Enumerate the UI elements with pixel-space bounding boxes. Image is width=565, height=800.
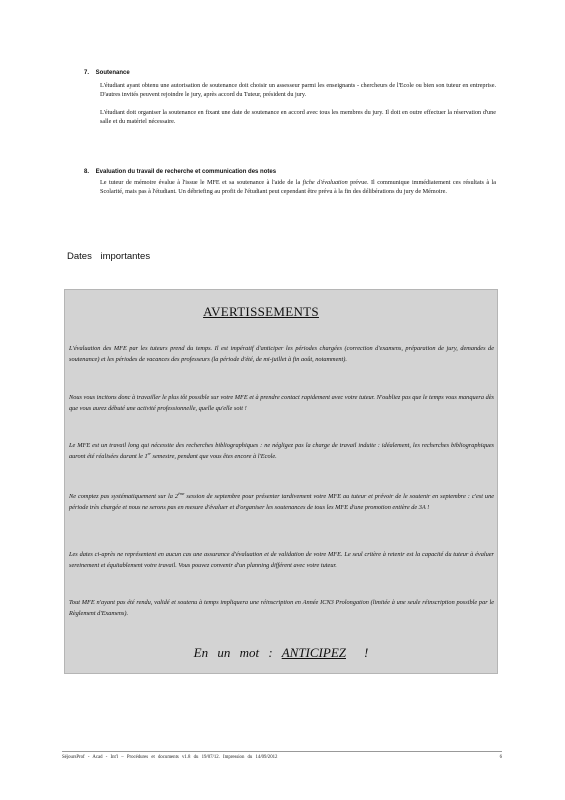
- section-evaluation: [84, 168, 496, 196]
- warning-title: [65, 304, 497, 320]
- text-run: session de septembre pour présenter tardivement votre MFE au tuteur et prévoir de le soutenir en septembre : c'est une période très chargée et nous ne serons pas en mesure d'évaluer et d'organiser les soutenances de tous les MFE d'une promotion entière de 3A !: [69, 493, 495, 511]
- warning-paragraph: Tout MFE n'ayant pas été rendu, validé et soutenu à temps impliquera une réinscription en Année ICN3 Prolongation (limitée à une seule réinscription possible par le Règlement d'Examens).: [69, 599, 494, 617]
- section-heading: [84, 168, 496, 177]
- warning-box: [64, 289, 498, 674]
- text-run: semestre, pendant que vous êtes encore à l'Ecole.: [150, 453, 277, 460]
- warning-paragraph: [69, 440, 494, 462]
- warning-paragraph: L'évaluation des MFE par les tuteurs prend du temps. Il est impératif d'anticiper les périodes chargées (correction d'examens, préparation de jury, demandes de soutenance) et les périodes de vacances des professeurs (la période d'été, de mi-juillet à fin août, notamment).: [69, 345, 494, 363]
- text-run: prévue. Il communique immédiatement ces résultats à la Scolarité, mais pas à l'étudiant. Un débriefing au profit de l'étudiant peut cependant être prévu à la fin des délibérations du jury de Mémoire.: [100, 179, 496, 195]
- section-number: 7.: [84, 70, 90, 76]
- section-number: 8.: [84, 169, 90, 175]
- section-title: Soutenance: [95, 70, 130, 76]
- paragraph: L'étudiant doit organiser la soutenance en fixant une date de soutenance en accord avec tous les membres du jury. Il doit en outre effectuer la réservation d'une salle et du matériel nécessaire.: [100, 109, 496, 125]
- section-soutenance: [84, 69, 496, 126]
- page-footer: [62, 751, 502, 760]
- warning-paragraph: Les dates ci-après ne représentent en aucun cas une assurance d'évaluation et de validation de votre MFE. Le seul critère à retenir est la capacité du tuteur à évaluer sereinement et équitablement votre travail. Vous pouvez convenir d'un planning différent avec votre tuteur.: [69, 551, 494, 569]
- fiche-evaluation-text: fiche d'évaluation: [302, 179, 348, 186]
- warning-title-text: AVERTISSEMENTS: [203, 304, 319, 319]
- text-run: Ne comptez pas systématiquement sur la 2: [69, 493, 178, 500]
- text-run: En un mot :: [193, 645, 282, 660]
- anticipez-text: ANTICIPEZ: [281, 645, 346, 660]
- page-number: 6: [499, 755, 502, 760]
- paragraph: [84, 178, 496, 196]
- text-run: Le tuteur de mémoire évalue à l'issue le MFE et sa soutenance à l'aide de la: [100, 179, 303, 186]
- superscript: ème: [178, 490, 185, 496]
- warning-conclusion: [65, 645, 497, 661]
- paragraph: L'étudiant ayant obtenu une autorisation de soutenance doit choisir un assesseur parmi les enseignants - chercheurs de l'Ecole ou bien son tuteur en entreprise. D'autres invités peuvent rejoindre le jury, après accord du Tuteur, président du jury.: [100, 82, 496, 98]
- section-heading: [84, 69, 496, 78]
- superscript: er: [147, 450, 151, 456]
- dates-heading: Dates importantes: [67, 251, 151, 262]
- text-run: !: [364, 645, 369, 660]
- section-title: Evaluation du travail de recherche et communication des notes: [95, 169, 277, 175]
- footer-text: SéjoursProf - Acad - Int'l – Procédures et documents v1.8 du 19/07/12. Impression du 14/09/2012: [62, 755, 278, 760]
- warning-paragraph: [69, 491, 494, 513]
- text-run: Le MFE est un travail long qui nécessite des recherches bibliographiques : ne négligez pas la charge de travail induite : idéalement, les recherches bibliographiques auront été réalisées durant le 1: [69, 442, 494, 460]
- warning-paragraph: Nous vous incitons donc à travailler le plus tôt possible sur votre MFE et à prendre contact rapidement avec votre tuteur. N'oubliez pas que le temps vous manquera dès que vous aurez débuté une activité professionnelle, quelle qu'elle soit !: [69, 394, 494, 412]
